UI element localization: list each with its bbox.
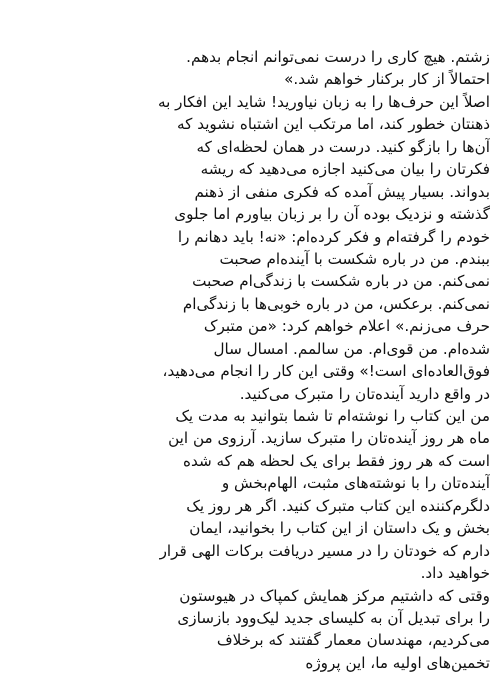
text-line: اصلاً این حرف‌ها را به زبان نیاورید! شاید این افکار به xyxy=(157,92,490,111)
text-line: شده‌ام. من قوی‌ام. من سالمم. امسال سال xyxy=(213,339,490,358)
text-line: ماه هر روز آینده‌تان را متبرک سازید. آرزوی من این xyxy=(168,429,490,448)
text-line: خودم را گرفته‌ام و فکر کرده‌ام: «نه! باید دهانم را xyxy=(177,227,490,246)
text-line: آن‌ها را بازگو کنید. درست در همان لحظه‌ای که xyxy=(196,137,490,156)
text-line: من این کتاب را نوشته‌ام تا شما بتوانید به مدت یک xyxy=(175,407,490,425)
text-line: در واقع دارید آینده‌تان را متبرک می‌کنید. xyxy=(239,384,490,403)
text-line: فوق‌العاده‌ای است!» وقتی این کار را انجام می‌دهید، xyxy=(162,362,490,381)
text-line: فکرتان را بیان می‌کنید اجازه می‌دهید که ریشه xyxy=(200,160,490,179)
text-line: را برای تبدیل آن به کلیسای جدید لیک‌وود بازسازی xyxy=(177,608,490,627)
text-line: بدواند. بسیار پیش آمده که فکری منفی از ذهنم xyxy=(194,182,490,201)
text-line: احتمالاً از کار برکنار خواهم شد.» xyxy=(284,70,490,89)
text-line: وقتی که داشتیم مرکز همایش کمپاک در هیوستون xyxy=(179,586,490,605)
text-line: زشتم. هیچ کاری را درست نمی‌توانم انجام بدهم. xyxy=(186,48,490,66)
text-line: آینده‌تان را با نوشته‌های مثبت، الهام‌بخش و xyxy=(221,474,490,493)
text-line: نمی‌کنم. من در باره شکست با زندگی‌ام صحبت xyxy=(192,272,490,291)
text-line: ذهنتان خطور کند، اما مرتکب این اشتباه نشوید که xyxy=(177,115,490,134)
text-line: تخمین‌های اولیه ما، این پروژه xyxy=(305,653,490,672)
text-line: حرف می‌زنم.» اعلام خواهم کرد: «من متبرک xyxy=(203,317,490,336)
text-line: ببندم. من در باره شکست با آینده‌ام صحبت xyxy=(219,249,490,268)
text-line: می‌کردیم، مهندسان معمار گفتند که برخلاف xyxy=(216,631,490,650)
text-line: دارم که خودتان را در مسیر دریافت برکات الهی قرار xyxy=(159,541,490,560)
text-line: دلگرم‌کننده این کتاب متبرک کنید. اگر هر روز یک xyxy=(186,496,490,515)
text-line: خواهید داد. xyxy=(420,564,490,583)
text-line: بخش و یک داستان از این کتاب را بخوانید، ایمان xyxy=(189,519,490,538)
text-line: نمی‌کنم. برعکس، من در باره خوبی‌ها با زندگی‌ام xyxy=(182,294,490,313)
text-line: گذشته و نزدیک بوده آن را بر زبان بیاورم اما جلوی xyxy=(174,205,490,224)
text-line: است که هر روز فقط برای یک لحظه هم که شده xyxy=(183,451,490,470)
